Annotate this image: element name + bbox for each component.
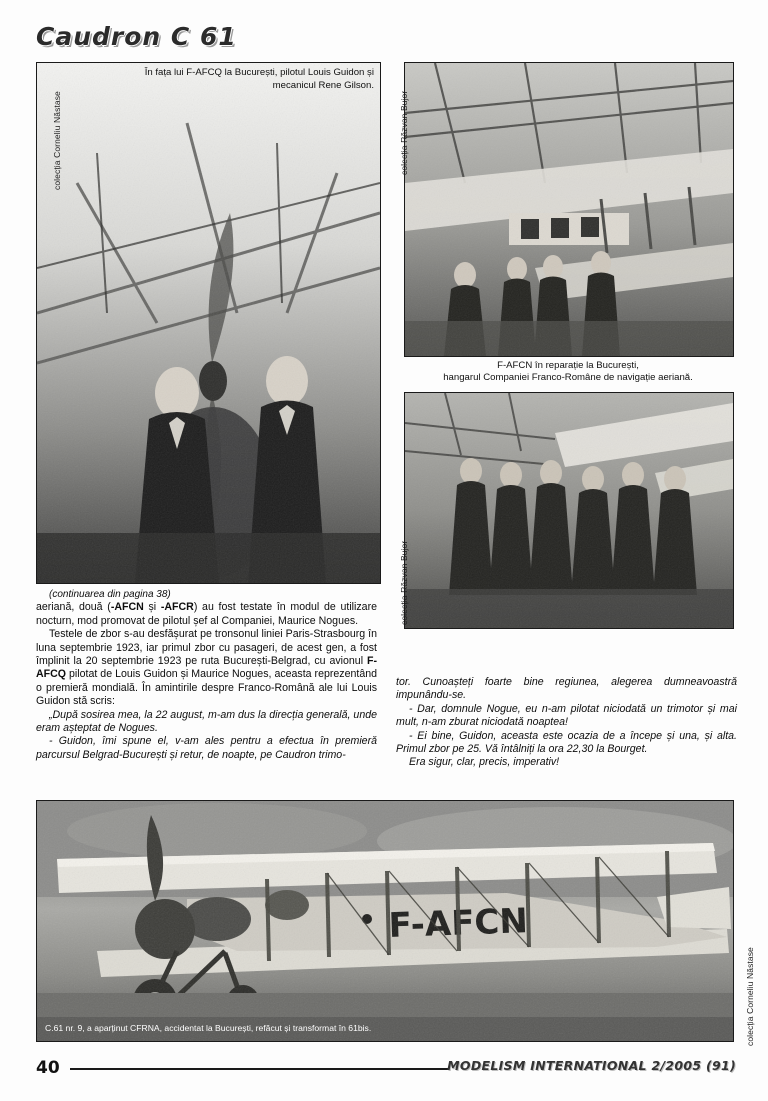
caption-top-left (124, 67, 374, 92)
caption-top-right-line1: F-AFCN în reparație la București, (497, 360, 639, 371)
credit-top-left: colecția Corneliu Năstase (52, 91, 62, 190)
paragraph-1 (36, 601, 377, 628)
body-left-column (36, 588, 377, 762)
photo-ground-crew-group (404, 392, 734, 629)
reg-afcn: -AFCN (110, 601, 144, 614)
caption-top-right (404, 360, 732, 384)
paragraph-5: tor. Cunoașteți foarte bine regiunea, alegerea dumneavoastră impunându-se. (396, 676, 737, 702)
page-title: Caudron C 61 (36, 22, 237, 51)
body-right-column (396, 676, 737, 770)
paragraph-7: - Ei bine, Guidon, aceasta este ocazia de a începe și una, și alta. Primul zbor pe 25. Vă întâlniți la ora 22,30 la Bourget. (396, 729, 737, 756)
photo-image-top-right (405, 63, 733, 356)
credit-bottom: colecția Corneliu Năstase (745, 947, 755, 1046)
p1-part-d: ) au fost testate în modul de utilizare nocturn, mod promovat de pilotul șef al Companiei, Maurice Nogues. (36, 601, 377, 627)
photo-image-top-left (37, 63, 380, 583)
caption-top-right-line2: hangarul Companiei Franco-Române de navigație aeriană. (443, 372, 693, 383)
photo-c61-nr9-cfrna (36, 800, 734, 1042)
paragraph-6: - Dar, domnule Nogue, eu n-am pilotat niciodată un trimotor și mai mult, n-am zburat niciodată noaptea! (396, 702, 737, 729)
paragraph-4: - Guidon, îmi spune el, v-am ales pentru a efectua în premieră parcursul Belgrad-București și retur, de noapte, pe Caudron trimo- (36, 735, 377, 761)
p1-part-a: aeriană, două ( (36, 601, 111, 614)
caption-bottom (45, 1023, 565, 1034)
caption-top-left-text: În fața lui F-AFCQ la București, pilotul Louis Guidon și mecanicul Rene Gilson. (144, 67, 374, 91)
photo-afcn-repair-hangar (404, 62, 734, 357)
reg-afcr: -AFCR (160, 601, 194, 614)
credit-top-right: colecția Răzvan Bujor (399, 90, 409, 175)
photo-caudron-afcq-bucuresti (36, 62, 381, 584)
continued-from-note: (continuarea din pagina 38) (49, 589, 171, 600)
paragraph-8: Era sigur, clar, precis, imperativ! (409, 756, 560, 769)
page-number: 40 (36, 1058, 60, 1078)
photo-image-bottom (37, 801, 733, 1041)
photo-image-mid-right (405, 393, 733, 628)
caption-bottom-text: C.61 nr. 9, a aparținut CFRNA, accidentat la București, refăcut și transformat în 61bis. (45, 1023, 372, 1033)
p2-part-c: pilotat de Louis Guidon și Maurice Nogues, aceasta reprezentând o premieră mondială. În amintirile despre Franco-Română ale lui Louis Guidon stă scris: (36, 668, 377, 708)
p2-part-a: Testele de zbor s-au desfășurat pe tronsonul liniei Paris-Strasbourg în luna septembrie 1923, iar primul zbor cu pasageri, de acest gen, a fost împlinit la 20 septembrie 1923 pe ruta București-Belgrad, cu avionul (36, 628, 377, 668)
footer-divider (70, 1068, 450, 1070)
paragraph-3: „După sosirea mea, la 22 august, m-am dus la direcția generală, unde eram așteptat de Nogues. (36, 708, 377, 735)
credit-mid-right: colecția Răzvan Bujor (399, 540, 409, 625)
reg-afcq: F-AFCQ (36, 655, 377, 681)
magazine-issue-label: MODELISM INTERNATIONAL 2/2005 (91) (447, 1058, 736, 1073)
p1-part-c: și (143, 601, 161, 614)
paragraph-2 (36, 628, 377, 708)
